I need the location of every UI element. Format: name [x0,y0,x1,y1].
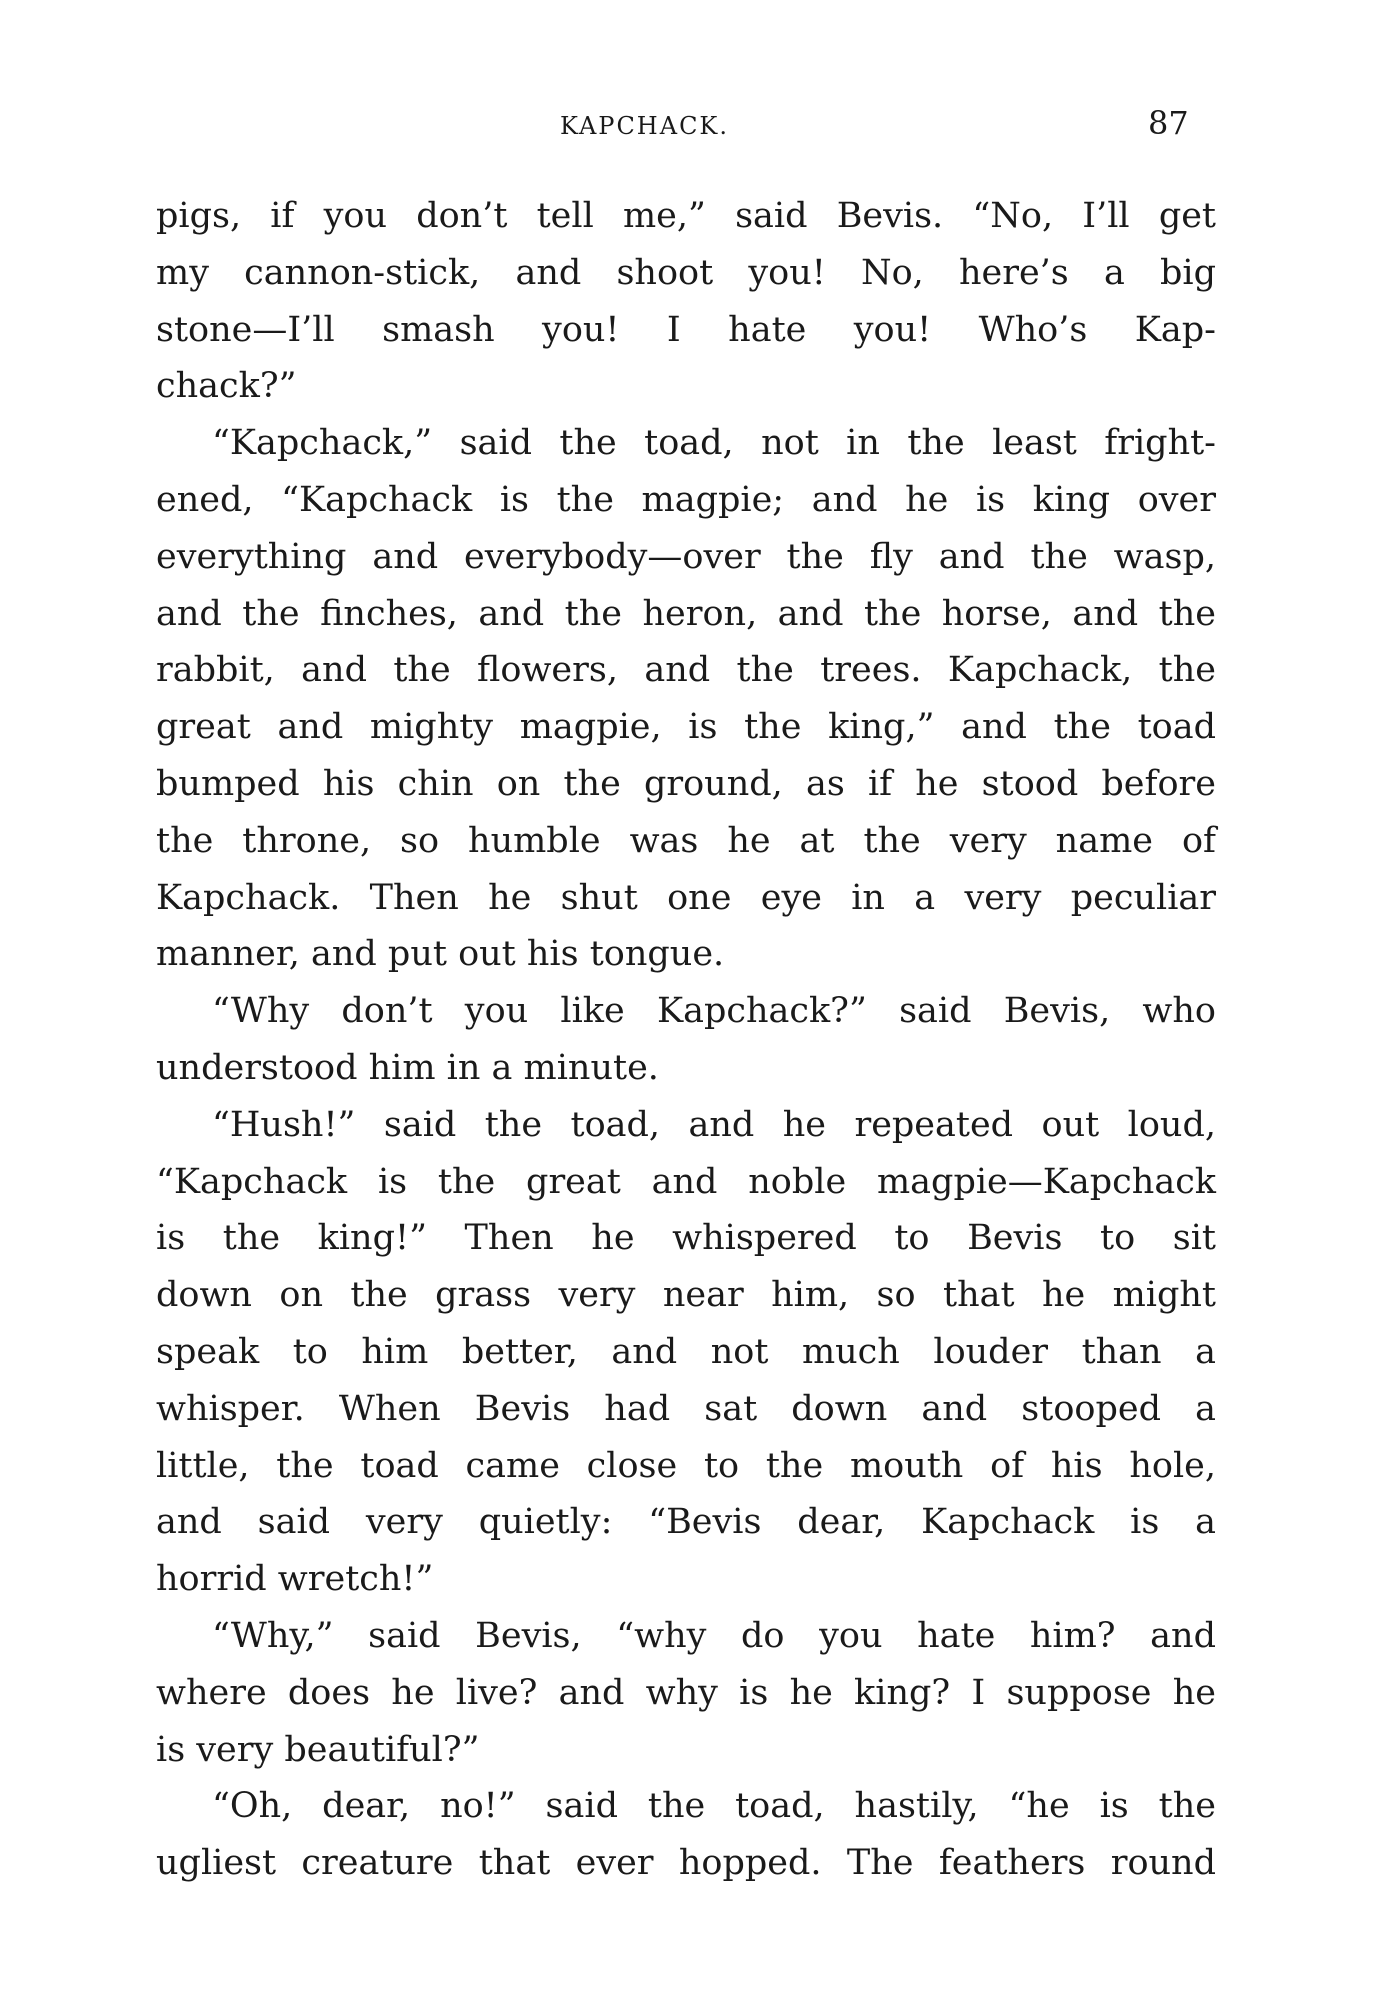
text-line: everything and everybody—over the fly and the wasp, [156,536,1216,577]
text-line: ugliest creature that ever hopped. The feathers round [156,1843,1216,1884]
text-line: pigs, if you don’t tell me,” said Bevis. “No, I’ll get [156,196,1216,236]
text-line: chack?” [156,366,297,407]
text-line: bumped his chin on the ground, as if he stood before [156,763,1216,804]
text-line: “Kapchack is the great and noble magpie—Kapchack [156,1161,1216,1202]
text-line: my cannon-stick, and shoot you! No, here’s a big [156,252,1216,293]
text-line: and said very quietly: “Bevis dear, Kapchack is a [156,1502,1216,1543]
text-line: little, the toad came close to the mouth of his hole, [156,1445,1216,1486]
text-line: ened, “Kapchack is the magpie; and he is king over [156,479,1216,520]
text-line: where does he live? and why is he king? I suppose he [156,1672,1216,1713]
page-number: 87 [1148,104,1189,142]
text-line: down on the grass very near him, so that he might [156,1275,1216,1316]
text-line: is very beautiful?” [156,1729,480,1770]
text-line: horrid wretch!” [156,1559,434,1600]
text-line: manner, and put out his tongue. [156,934,725,975]
text-line: speak to him better, and not much louder than a [156,1331,1216,1372]
text-line: the throne, so humble was he at the very name of [156,820,1216,861]
text-line: and the finches, and the heron, and the horse, and the [156,593,1216,634]
text-line: Kapchack. Then he shut one eye in a very peculiar [156,877,1216,918]
running-head-title: KAPCHACK. [560,112,729,140]
text-line: “Kapchack,” said the toad, not in the least fright- [212,423,1216,464]
text-line: whisper. When Bevis had sat down and stooped a [156,1388,1216,1429]
text-line: “Why don’t you like Kapchack?” said Bevis, who [212,991,1216,1032]
body-text [156,188,1216,1892]
text-line: “Oh, dear, no!” said the toad, hastily, “he is the [212,1786,1216,1827]
text-line: rabbit, and the flowers, and the trees. Kapchack, the [156,650,1216,691]
text-line: “Why,” said Bevis, “why do you hate him? and [212,1615,1216,1656]
text-line: great and mighty magpie, is the king,” and the toad [156,707,1216,748]
text-line: is the king!” Then he whispered to Bevis to sit [156,1218,1216,1259]
text-line: understood him in a minute. [156,1047,659,1088]
text-line: stone—I’ll smash you! I hate you! Who’s Kap- [156,309,1216,350]
text-line: “Hush!” said the toad, and he repeated out loud, [212,1104,1216,1145]
